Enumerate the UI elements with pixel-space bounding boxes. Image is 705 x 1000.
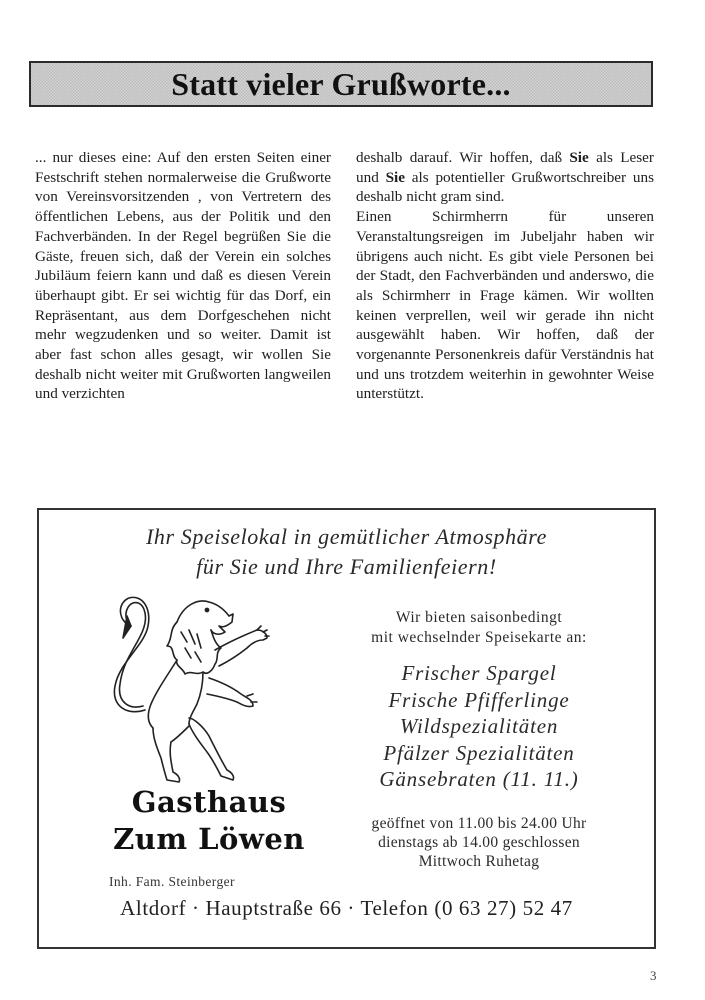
offer-item: Frischer Spargel [401, 661, 557, 685]
address-line: Altdorf · Hauptstraße 66 · Telefon (0 63 27) 52 47 [120, 896, 573, 920]
offer-intro [321, 608, 637, 648]
text-run: als Leser und [356, 149, 654, 186]
restaurant-name-line: Zum Löwen [113, 822, 305, 856]
rampant-lion-icon [97, 586, 277, 796]
title-banner [29, 61, 653, 107]
article-paragraph-2: Einen Schirmherrn für unseren Veranstaltungsreigen im Jubeljahr haben wir übrigens auch nicht. Es gibt viele Personen bei der Stadt, den Fachverbänden und anderswo, die als Schirmherr in Frage kämen. Wir wollten keinen verprellen, weil wir gerade ihn nicht ausgewählt haben. Wir hoffen, daß der vorgenannte Personenkreis dafür Verständnis hat und uns trotzdem weiterhin in gewohnter Weise unterstützt. [356, 208, 654, 403]
owner-line: Inh. Fam. Steinberger [109, 874, 235, 889]
advertisement-box [37, 508, 656, 949]
offer-item: Wildspezialitäten [399, 714, 559, 738]
page-title: Statt vieler Grußworte... [171, 65, 511, 102]
article-right-column [356, 148, 654, 404]
hours-line: Mittwoch Ruhetag [418, 853, 540, 870]
emphasis-sie: Sie [569, 149, 589, 166]
page-number: 3 [650, 968, 657, 983]
ad-slogan [39, 522, 654, 582]
text-run: deshalb darauf. Wir hoffen, daß [356, 149, 570, 166]
offer-item: Frische Pfifferlinge [388, 687, 570, 712]
offer-intro-line: Wir bieten saisonbedingt [395, 609, 563, 626]
article-text-left: ... nur dieses eine: Auf den ersten Seiten einer Festschrift stehen normalerweise die Grußworte von Vereinsvorsitzenden , von Vertretern des öffentlichen Lebens, aus der Politik und den Fachverbänden. In der Regel begrüßen Sie die Gäste, freuen sich, daß der Verein ein solches Jubiläum feiern kann und daß es diesen Verein überhaupt gibt. Er sei wichtig für das Dorf, ein Repräsentant, aus dem Dorfgeschehen nicht mehr wegzudenken und so weiter. Damit ist aber fast schon alles gesagt, wir wollen Sie deshalb nicht weiter mit Grußworten langweilen und verzichten [35, 149, 331, 403]
offer-intro-line: mit wechselnder Speisekarte an: [371, 629, 587, 646]
offer-item: Pfälzer Spezialitäten [383, 740, 575, 765]
article-left-column [35, 148, 331, 404]
hours-line: geöffnet von 11.00 bis 24.00 Uhr [371, 815, 587, 832]
restaurant-name [89, 784, 329, 858]
hours-line: dienstags ab 14.00 geschlossen [378, 834, 580, 851]
slogan-line: für Sie und Ihre Familienfeiern! [196, 554, 497, 579]
opening-hours [321, 814, 637, 871]
article-paragraph-1 [356, 148, 654, 207]
emphasis-sie: Sie [385, 168, 405, 186]
slogan-line: Ihr Speiselokal in gemütlicher Atmosphäre [146, 524, 547, 549]
restaurant-name-line: Gasthaus [131, 785, 287, 819]
text-run: als potentieller Grußwortschreiber uns deshalb nicht gram sind. [356, 168, 654, 206]
offer-item: Gänsebraten (11. 11.) [379, 767, 579, 791]
offer-list [321, 660, 637, 793]
